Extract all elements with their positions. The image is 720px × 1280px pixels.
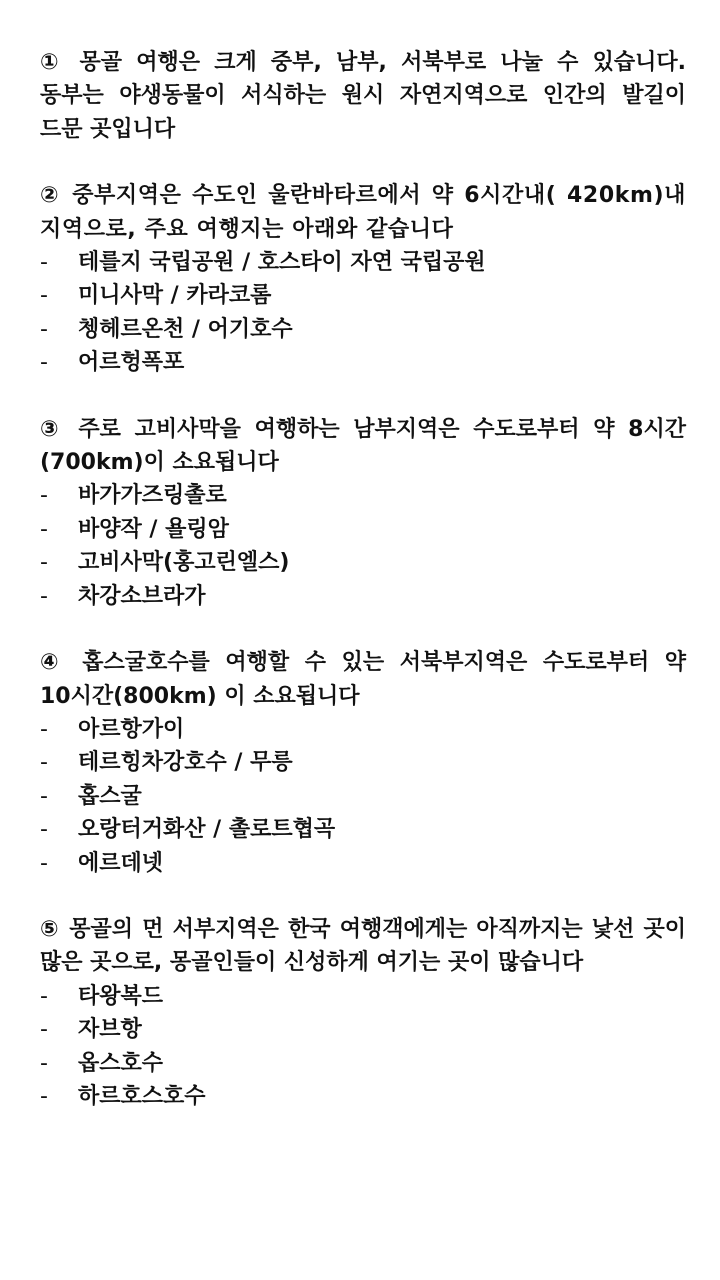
bullet-dash: - <box>40 316 48 342</box>
section-paragraph: ⑤ 몽골의 먼 서부지역은 한국 여행객에게는 아직까지는 낯선 곳이 많은 곳으로, 몽골인들이 신성하게 여기는 곳이 많습니다 <box>40 916 686 976</box>
list-item <box>40 546 686 579</box>
bullet-dash: - <box>40 250 48 276</box>
section-1 <box>40 46 686 146</box>
list-item <box>40 246 686 279</box>
list-item-text: 에르데넷 <box>78 850 164 876</box>
list-item-text: 오랑터거화산 / 촐로트협곡 <box>78 817 336 843</box>
bullet-dash: - <box>40 850 48 876</box>
list-item-text: 하르호스호수 <box>78 1083 206 1109</box>
bullet-dash: - <box>40 483 48 509</box>
list-item-text: 홉스굴 <box>78 783 142 809</box>
list-item-text: 바가가즈링촐로 <box>78 483 227 509</box>
bullet-dash: - <box>40 550 48 576</box>
list-item <box>40 1047 686 1080</box>
list-item-text: 어르헝폭포 <box>78 350 185 376</box>
bullet-dash: - <box>40 583 48 609</box>
list-item <box>40 346 686 379</box>
list-item <box>40 746 686 779</box>
bullet-dash: - <box>40 817 48 843</box>
list-item-text: 아르항가이 <box>78 716 185 742</box>
list-item <box>40 813 686 846</box>
list-item-text: 테를지 국립공원 / 호스타이 자연 국립공원 <box>78 250 486 276</box>
bullet-dash: - <box>40 983 48 1009</box>
list-item <box>40 713 686 746</box>
section-2 <box>40 179 686 379</box>
list-item-text: 자브항 <box>78 1017 142 1043</box>
section-3 <box>40 413 686 613</box>
list-item <box>40 1080 686 1113</box>
list-item-text: 차강소브라가 <box>78 583 206 609</box>
bullet-dash: - <box>40 716 48 742</box>
section-4 <box>40 646 686 880</box>
section-paragraph: ③ 주로 고비사막을 여행하는 남부지역은 수도로부터 약 8시간(700km)이 소요됩니다 <box>40 416 686 476</box>
list-item <box>40 513 686 546</box>
bullet-dash: - <box>40 350 48 376</box>
list-item-text: 바양작 / 욜링암 <box>78 516 229 542</box>
list-item-text: 고비사막(홍고린엘스) <box>78 550 290 576</box>
list-item <box>40 980 686 1013</box>
section-paragraph: ④ 홉스굴호수를 여행할 수 있는 서북부지역은 수도로부터 약 10시간(800km) 이 소요됩니다 <box>40 650 686 709</box>
list-item-text: 테르힝차강호수 / 무릉 <box>78 750 293 776</box>
section-5 <box>40 913 686 1113</box>
list-item <box>40 313 686 346</box>
bullet-dash: - <box>40 283 48 309</box>
section-paragraph: ① 몽골 여행은 크게 중부, 남부, 서북부로 나눌 수 있습니다. 동부는 야생동물이 서식하는 원시 자연지역으로 인간의 발길이 드문 곳입니다 <box>40 50 686 142</box>
document-body <box>40 46 686 1146</box>
bullet-dash: - <box>40 750 48 776</box>
bullet-dash: - <box>40 1050 48 1076</box>
list-item <box>40 847 686 880</box>
list-item-text: 미니사막 / 카라코롬 <box>78 283 272 309</box>
list-item <box>40 580 686 613</box>
bullet-dash: - <box>40 1083 48 1109</box>
list-item <box>40 279 686 312</box>
list-item <box>40 1013 686 1046</box>
list-item-text: 타왕복드 <box>78 983 164 1009</box>
bullet-dash: - <box>40 783 48 809</box>
list-item-text: 옵스호수 <box>78 1050 164 1076</box>
section-paragraph: ② 중부지역은 수도인 울란바타르에서 약 6시간내( 420km)내 지역으로, 주요 여행지는 아래와 같습니다 <box>40 183 686 242</box>
bullet-dash: - <box>40 516 48 542</box>
list-item-text: 쳉헤르온천 / 어기호수 <box>78 316 293 342</box>
list-item <box>40 479 686 512</box>
list-item <box>40 780 686 813</box>
bullet-dash: - <box>40 1017 48 1043</box>
